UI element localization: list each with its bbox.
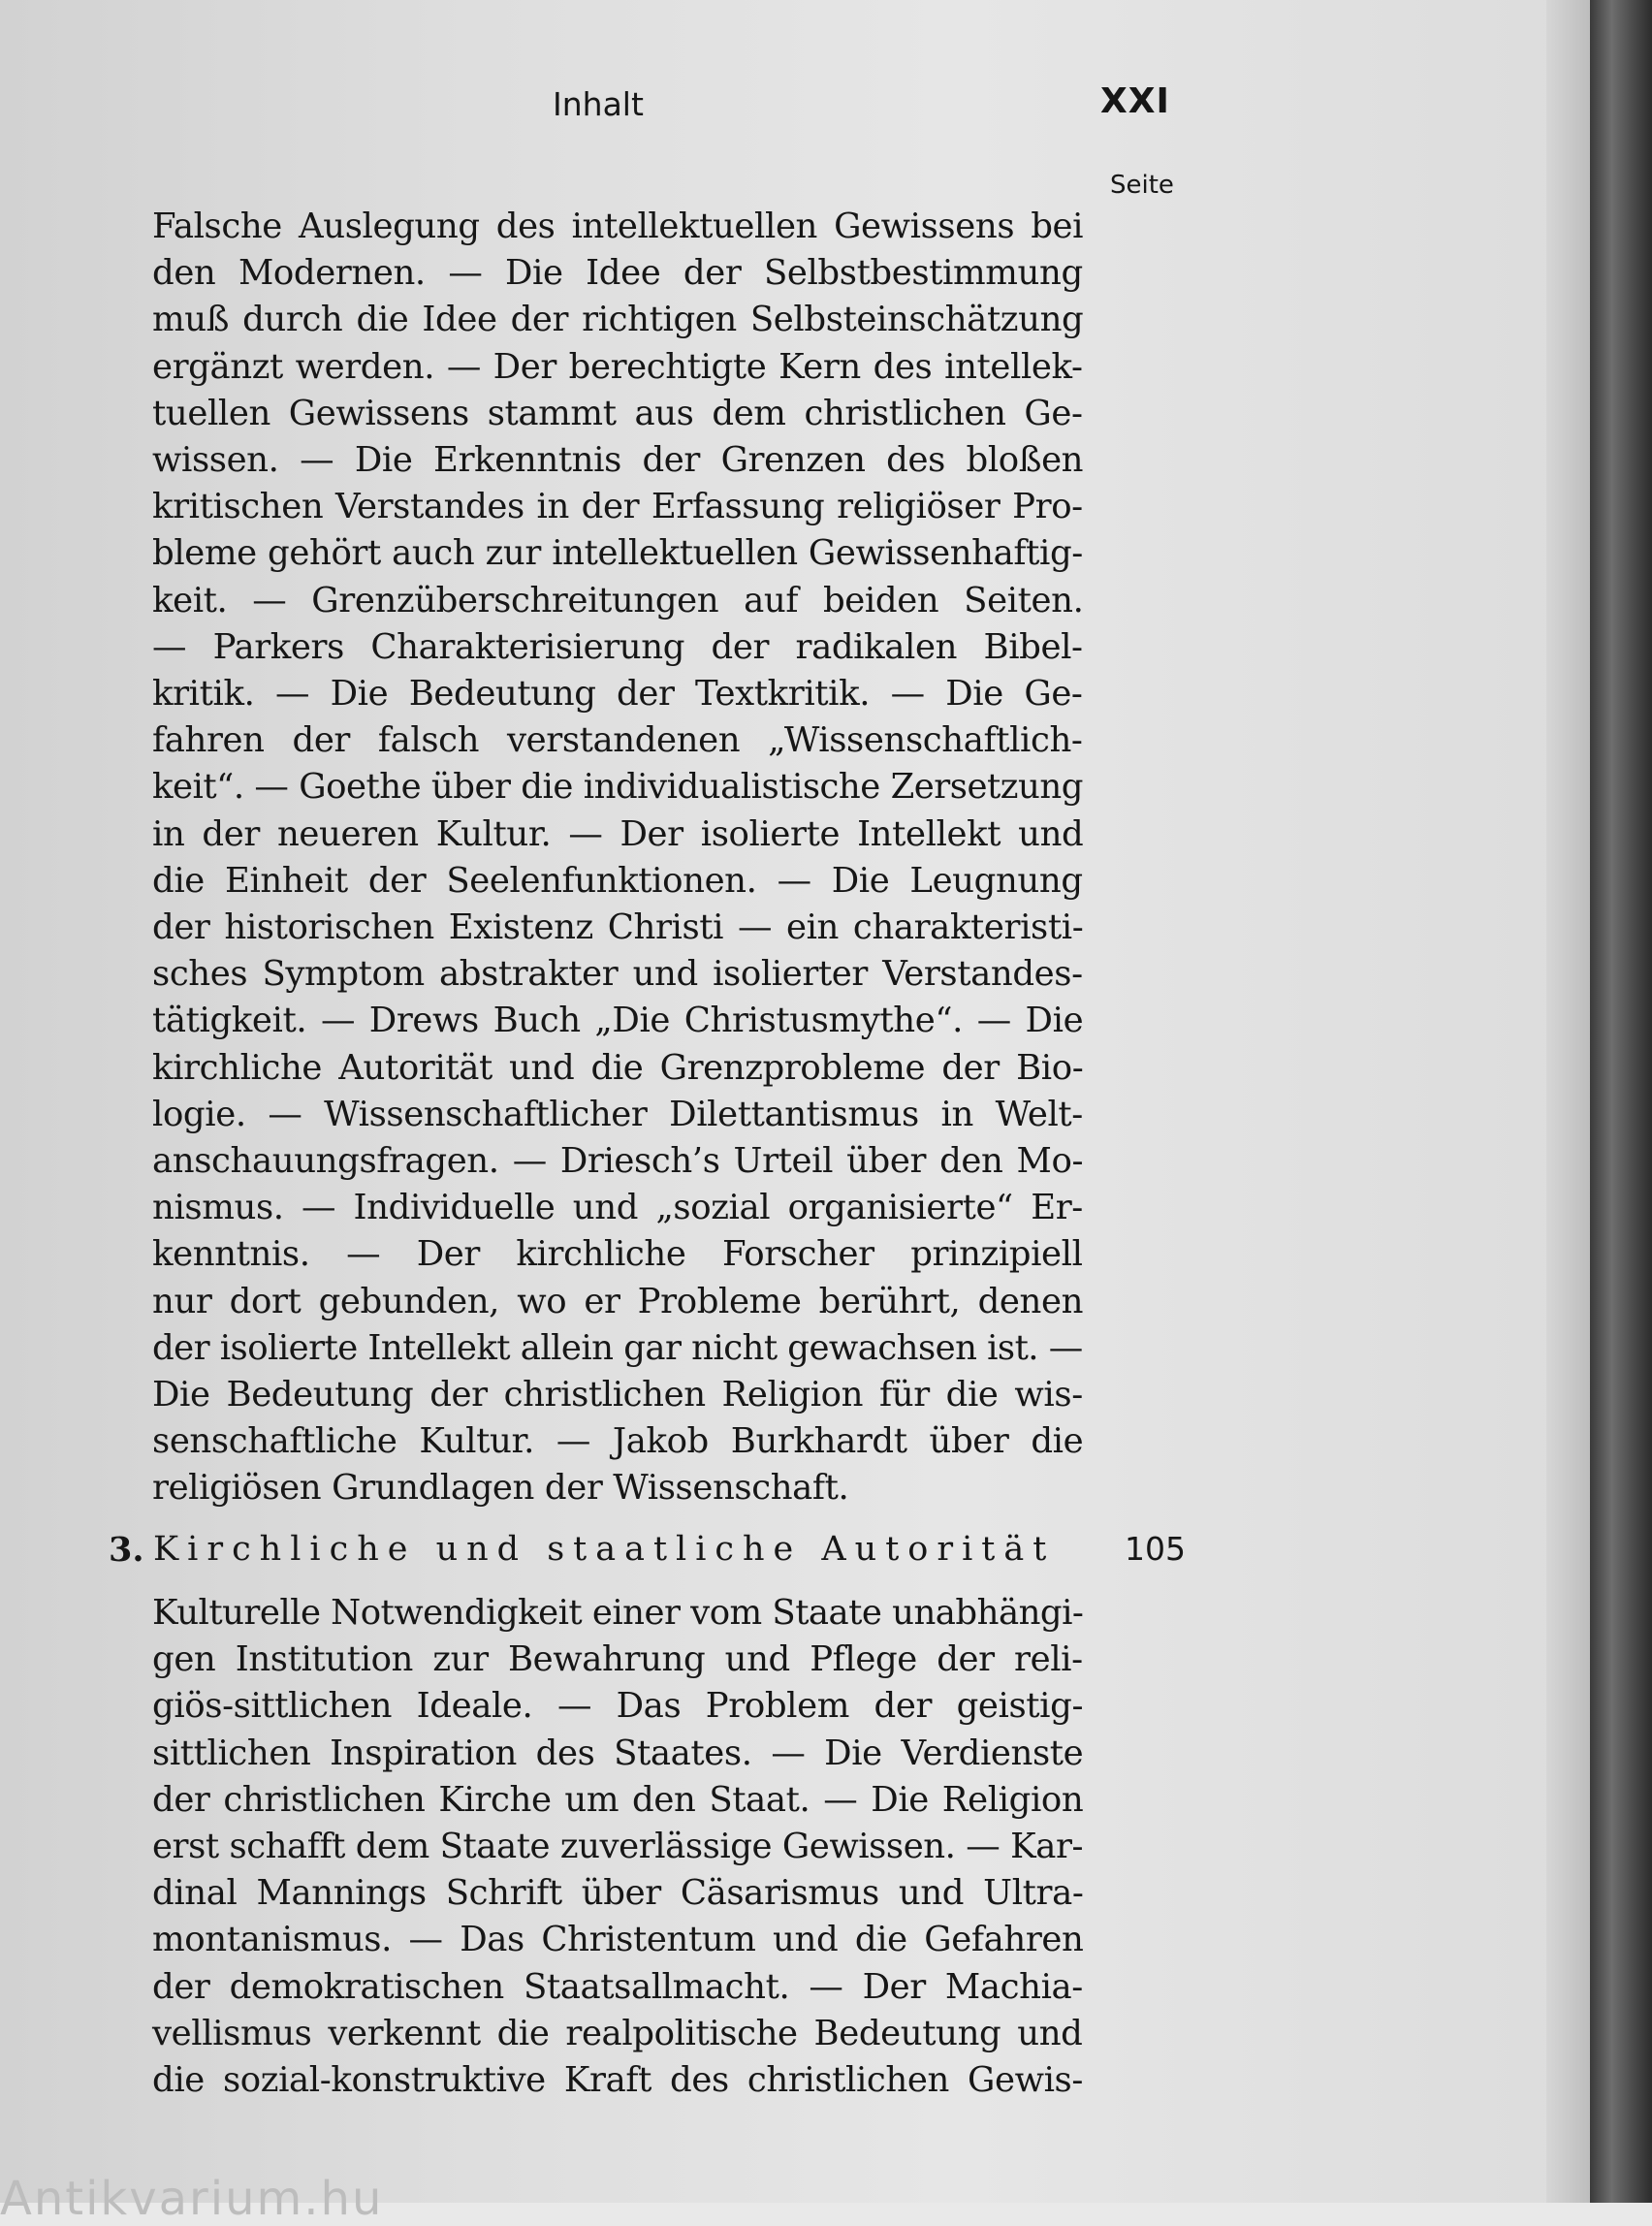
text-line: tätigkeit. — Drews Buch „Die Christusmythe“. — Die (152, 1001, 1084, 1041)
header-title: Inhalt (553, 85, 644, 123)
text-line: die Einheit der Seelenfunktionen. — Die Leugnung (152, 860, 1083, 901)
text-line: den Modernen. — Die Idee der Selbstbestimmung (152, 253, 1083, 294)
text-line: ergänzt werden. — Der berechtigte Kern des intellek- (152, 346, 1083, 387)
text-line: senschaftliche Kultur. — Jakob Burkhardt über die (152, 1421, 1084, 1462)
text-line: — Parkers Charakterisierung der radikalen Bibel- (152, 626, 1083, 667)
text-line: kritischen Verstandes in der Erfassung religiöser Pro- (152, 487, 1083, 527)
text-line: religiösen Grundlagen der Wissenschaft. (152, 1468, 849, 1509)
text-line: Kulturelle Notwendigkeit einer vom Staate unabhängi- (152, 1593, 1084, 1633)
section-heading (109, 1530, 1186, 1578)
text-line: kirchliche Autorität und die Grenzprobleme der Bio- (152, 1047, 1084, 1088)
page-column-label: Seite (1110, 171, 1174, 200)
text-line: erst schafft dem Staate zuverlässige Gewissen. — Kar- (152, 1827, 1084, 1867)
text-line: gen Institution zur Bewahrung und Pflege der reli- (152, 1639, 1083, 1680)
text-line: giös-sittlichen Ideale. — Das Problem der geistig- (152, 1686, 1084, 1727)
text-line: muß durch die Idee der richtigen Selbsteinschätzung (152, 300, 1084, 340)
toc-paragraph-2 (152, 1590, 1083, 2104)
text-line: Falsche Auslegung des intellektuellen Gewissens bei (152, 207, 1084, 246)
text-line: der isolierte Intellekt allein gar nicht gewachsen ist. — (152, 1327, 1083, 1368)
text-line: die sozial-konstruktive Kraft des christlichen Gewis- (152, 2060, 1083, 2101)
text-line: der historischen Existenz Christi — ein charakteristi- (152, 907, 1084, 948)
section-title: Kirchliche und staatliche Autorität (153, 1530, 1056, 1569)
text-line: nismus. — Individuelle und „sozial organisierte“ Er- (152, 1188, 1083, 1228)
text-line: anschauungsfragen. — Driesch’s Urteil über den Mo- (152, 1141, 1084, 1182)
text-line: keit“. — Goethe über die individualistische Zersetzung (152, 767, 1083, 808)
text-line: kritik. — Die Bedeutung der Textkritik. — Die Ge- (152, 674, 1083, 715)
header-page-number: XXI (1100, 81, 1170, 121)
text-line: bleme gehört auch zur intellektuellen Gewissenhaftig- (152, 533, 1083, 574)
section-page-number: 105 (1125, 1530, 1186, 1568)
text-line: sches Symptom abstrakter und isolierter Verstandes- (152, 954, 1083, 995)
text-line: Die Bedeutung der christlichen Religion für die wis- (152, 1375, 1083, 1415)
page-gutter-shadow (1546, 0, 1590, 2203)
text-line: montanismus. — Das Christentum und die Gefahren (152, 1920, 1084, 1960)
text-line: wissen. — Die Erkenntnis der Grenzen des bloßen (152, 440, 1084, 481)
text-line: keit. — Grenzüberschreitungen auf beiden Seiten. (152, 580, 1084, 620)
running-header (0, 81, 1652, 134)
text-line: dinal Mannings Schrift über Cäsarismus und Ultra- (152, 1873, 1084, 1914)
text-line: vellismus verkennt die realpolitische Bedeutung und (152, 2013, 1083, 2053)
section-number: 3. (109, 1530, 144, 1570)
book-edge (1590, 0, 1652, 2203)
toc-paragraph-1 (152, 204, 1083, 1512)
text-line: nur dort gebunden, wo er Probleme berührt, denen (152, 1281, 1084, 1321)
text-line: fahren der falsch verstandenen „Wissenschaftlich- (152, 720, 1083, 761)
text-line: tuellen Gewissens stammt aus dem christlichen Ge- (152, 393, 1083, 433)
text-line: sittlichen Inspiration des Staates. — Die Verdienste (152, 1733, 1084, 1773)
watermark: Antikvarium.hu (0, 2172, 384, 2226)
text-line: logie. — Wissenschaftlicher Dilettantismus in Welt- (152, 1094, 1083, 1134)
text-line: der demokratischen Staatsallmacht. — Der Machia- (152, 1966, 1083, 2007)
text-line: der christlichen Kirche um den Staat. — Die Religion (152, 1779, 1084, 1820)
text-line: kenntnis. — Der kirchliche Forscher prinzipiell (152, 1234, 1083, 1275)
text-line: in der neueren Kultur. — Der isolierte Intellekt und (152, 813, 1084, 854)
